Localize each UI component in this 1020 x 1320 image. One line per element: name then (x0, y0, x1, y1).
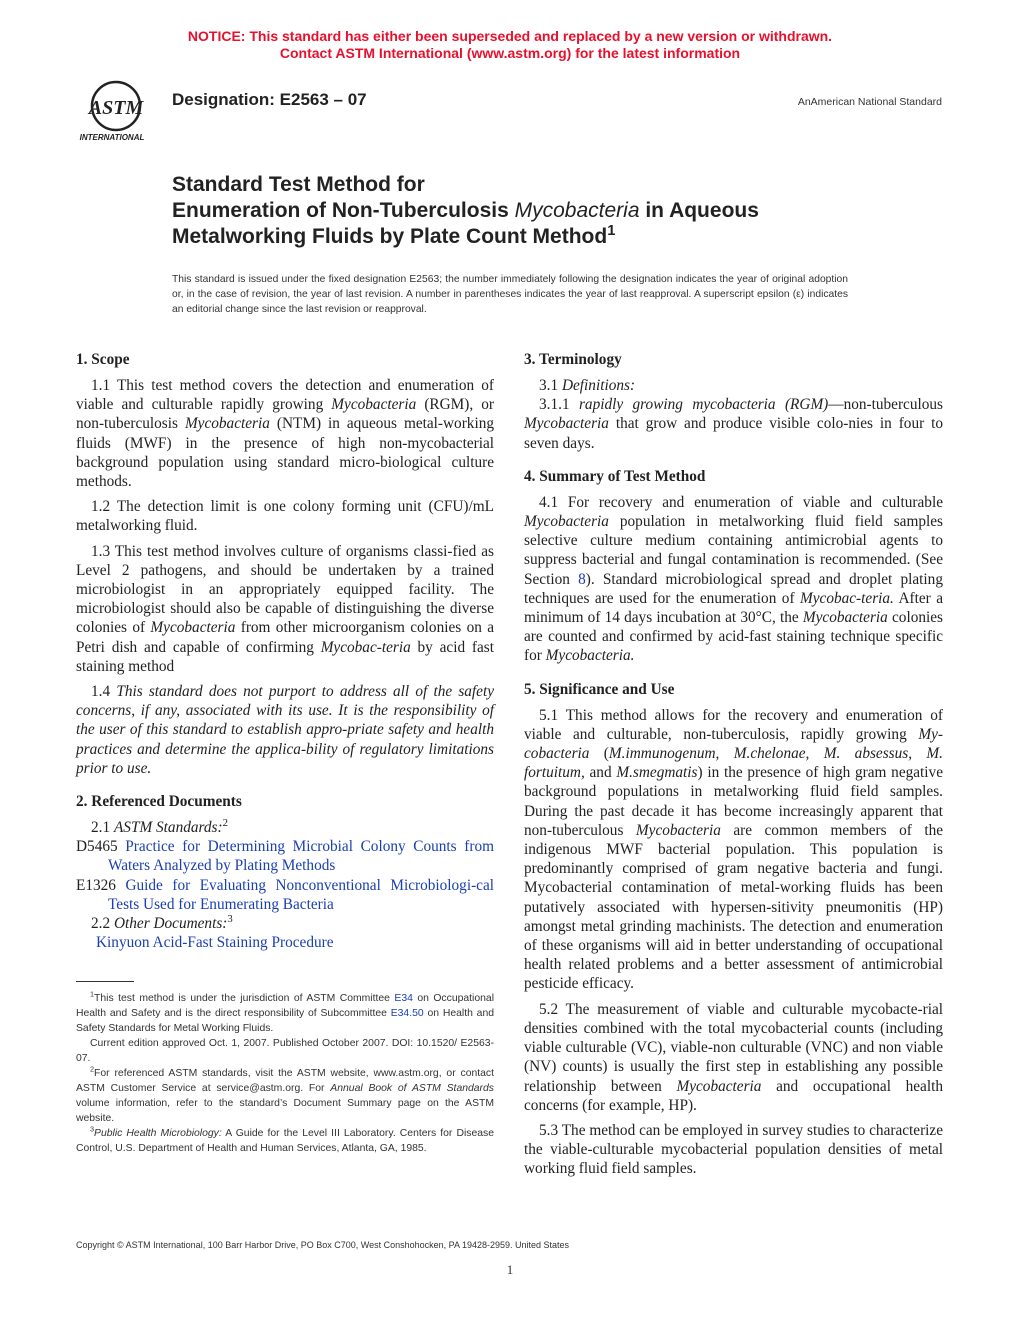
notice-line-2: Contact ASTM International (www.astm.org) for the latest information (279, 45, 741, 61)
footnote-3: $^3$Public Health Microbiology: A Guide for the Level III Laboratory. Centers for Disease Control, U.S. Department of Health and Human Services, Atlanta, GA, 1985. (76, 1124, 494, 1154)
para-1-1: 1.1 This test method covers the detection and enumeration of viable and culturable rapidly growing Mycobacteria (RGM), or non-tuberculosis Mycobacteria (NTM) in aqueous metal-working fluids (MWF) in the presence of high non-mycobacterial background population using standard micro-biological culture methods. (76, 377, 494, 491)
footnote-2: $^2$For referenced ASTM standards, visit the ASTM website, www.astm.org, or contact ASTM Customer Service at service@astm.org. For Annual Book of ASTM Standards volume information, refer to the standard’s Document Summary page on the ASTM website. (76, 1064, 494, 1124)
american-national-standard: AnAmerican National Standard (797, 96, 942, 108)
para-2-2: 2.2 Other Documents:$^3$ (91, 912, 233, 933)
para-1-2: 1.2 The detection limit is one colony forming unit (CFU)/mL metalworking fluid. (76, 498, 494, 535)
para-4-1: 4.1 For recovery and enumeration of viable and culturable Mycobacteria population in metalworking fluid field samples selective culture medium containing antimicrobial agents to suppress bacterial and fungal contamination is recommended. (See Section 8). Standard microbiological spread and droplet plating techniques are used for the enumeration of Mycobac-teria. After a minimum of 14 days incubation at 30°C, the Mycobacteria colonies are counted and confirmed by acid-fast staining technique specific for Mycobacteria. (524, 493, 943, 665)
copyright: Copyright © ASTM International, 100 Barr Harbor Drive, PO Box C700, West Conshohocken, PA 19428-2959. United States (76, 1240, 570, 1250)
para-3-1: 3.1 Definitions: (539, 377, 636, 394)
link-d5465[interactable]: Practice for Determining Microbial Colony Counts from Waters Analyzed by Plating Methods (108, 838, 495, 875)
page-number: 1 (506, 1262, 514, 1277)
footnote-1: $^1$This test method is under the jurisdiction of ASTM Committee E34 on Occupational Health and Safety and is the direct responsibility of Subcommittee E34.50 on Health and Safety Standards for Metal Working Fluids. (76, 989, 495, 1034)
issuance-note: This standard is issued under the fixed designation E2563; the number immediately following the designation indicates the year of original adoption or, in the case of revision, the year of last revision. A number in parentheses indicates the year of last reapproval. A superscript epsilon (ε) indicates an editorial change since the last revision or reapproval. (172, 274, 848, 315)
notice-line-1: NOTICE: This standard has either been superseded and replaced by a new version or withdrawn. (187, 28, 833, 44)
astm-logo (76, 76, 162, 146)
left-column (76, 350, 494, 952)
section-4-heading: 4. Summary of Test Method (524, 467, 706, 485)
link-section-8[interactable]: 8 (578, 570, 586, 588)
logo-subtext: INTERNATIONAL (79, 133, 145, 142)
ref-d5465: D5465 Practice for Determining Microbial Colony Counts from Waters Analyzed by Plating Methods (76, 838, 495, 875)
section-3-heading: 3. Terminology (524, 351, 622, 368)
para-5-3: 5.3 The method can be employed in survey studies to characterize the viable-culturable mycobacterial population densities of metal working fluid field samples. (524, 1121, 943, 1178)
para-2-1: 2.1 ASTM Standards:$^2$ (91, 816, 228, 837)
link-e34[interactable]: E34 (394, 993, 413, 1004)
para-1-3: 1.3 This test method involves culture of organisms classi-fied as Level 2 pathogens, and should be undertaken by a trained microbiologist in an appropriately equipped facility. The microbiologist should also be capable of distinguishing the diverse colonies of Mycobacteria from other microorganism colonies on a Petri dish and capable of confirming Mycobac-teria by acid fast staining method (76, 542, 495, 675)
astm-logo-mark (76, 76, 162, 146)
section-1-heading: 1. Scope (76, 351, 130, 368)
link-kinyoun[interactable]: Kinyuon Acid-Fast Staining Procedure (96, 934, 334, 952)
footnote-divider (76, 981, 134, 982)
para-1-4: 1.4 This standard does not purport to address all of the safety concerns, if any, associated with its use. It is the responsibility of the user of this standard to establish appro-priate safety and health practices and determine the applica-bility of regulatory limitations prior to use. (76, 683, 494, 777)
right-column (524, 350, 943, 1179)
section-5-heading: 5. Significance and Use (524, 680, 675, 698)
ref-e1326: E1326 Guide for Evaluating Nonconventional Microbiologi-cal Tests Used for Enumerating Bacteria (76, 876, 494, 913)
para-5-2: 5.2 The measurement of viable and culturable mycobacte-rial densities combined with the total mycobacterial counts (including viable culturable (VC), viable-non culturable (VNC) and non viable (NV) counts) is usually the first step in establishing any possible relationship between Mycobacteria and occupational health concerns (for example, HP). (524, 1000, 943, 1114)
para-3-1-1: 3.1.1 rapidly growing mycobacteria (RGM)—non-tuberculous Mycobacteria that grow and produce visible colo-nies in four to seven days. (524, 396, 943, 452)
withdrawn-notice (0, 28, 1020, 62)
footnotes (76, 991, 494, 1156)
designation: Designation: E2563 – 07 (172, 90, 367, 109)
link-e34-50[interactable]: E34.50 (390, 1008, 424, 1019)
para-5-1: 5.1 This method allows for the recovery and enumeration of viable and culturable, non-tuberculosis, rapidly growing My-cobacteria (M.immunogenum, M.chelonae, M. absessus, M. fortuitum, and M.smegmatis) in the presence of high gram negative background populations in metalworking fluid field samples. During the past decade it has become increasingly apparent that non-tuberculous Mycobacteria are common members of the indigenous MWF bacterial population. This population is predominantly comprised of gram negative bacteria and fungi. Mycobacterial contamination of metal-working fluids has been putatively associated with hypersen-sitivity pneumonitis (HP) amongst metal grinding machinists. The detection and enumeration of these organisms will aid in better understanding of occupational health related problems and a better assessment of antimicrobial pesticide efficacy. (524, 706, 944, 993)
section-2-heading: 2. Referenced Documents (76, 793, 242, 811)
page-title (172, 172, 872, 250)
footnote-1-edition: Current edition approved Oct. 1, 2007. Published October 2007. DOI: 10.1520/ E2563-07. (76, 1038, 494, 1064)
title-line-3: Metalworking Fluids by Plate Count Method$^1$ (172, 223, 616, 248)
logo-text: ASTM (88, 97, 144, 119)
ref-kinyoun (76, 933, 494, 952)
link-e1326[interactable]: Guide for Evaluating Nonconventional Microbiologi-cal Tests Used for Enumerating Bacteria (108, 876, 494, 913)
title-line-1: Standard Test Method for (172, 173, 425, 196)
title-line-2: Enumeration of Non-Tuberculosis Mycobacteria in Aqueous (172, 199, 759, 222)
